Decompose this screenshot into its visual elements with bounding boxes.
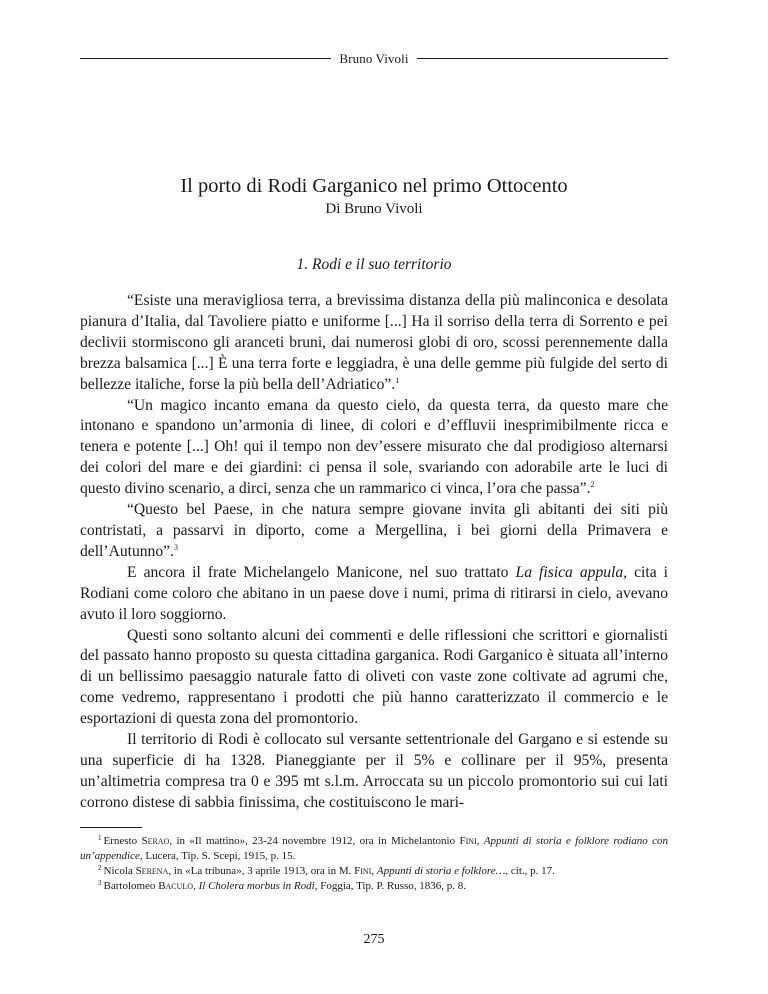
running-head-rule-left xyxy=(80,58,331,59)
section-heading: 1. Rodi e il suo territorio xyxy=(296,256,452,273)
footnote-number: 1 xyxy=(98,834,102,842)
footnote-number: 2 xyxy=(98,864,102,872)
running-head-rule-right xyxy=(417,58,668,59)
footnote-marker: 2 xyxy=(590,480,595,490)
footnote-text: Nicola xyxy=(103,865,136,877)
paragraph-text: “Esiste una meravigliosa terra, a brevissima distanza della più malinconica e desolata pianura d’Italia, dal Tavoliere piatto e uniforme [...] Ha il sorriso della terra di Sorrento e pei declivii stormiscono gli aranceti bruni, dai numerosi globi di oro, scossi perennemente dalla brezza balsamica [...] È una terra forte e leggiadra, è una delle gemme più fulgide del serto di bellezze italiche, forse la più bella dell’Adriatico”. xyxy=(80,292,668,393)
footnote-author-surname: Fini xyxy=(354,865,372,877)
paragraph-text: E ancora il frate Michelangelo Manicone, nel suo trattato xyxy=(127,563,516,581)
footnote-marker: 1 xyxy=(395,375,400,385)
footnote-book-title: Appunti di storia e folklore rodiano con un’appendice, xyxy=(80,835,669,862)
footnotes xyxy=(80,834,668,894)
book-title: La fisica appula, xyxy=(515,563,628,581)
footnote-text: cit., p. 17. xyxy=(508,865,555,877)
title-block xyxy=(80,173,668,219)
footnote-book-title: Il Cholera morbus in Rodi xyxy=(198,880,315,892)
footnote-book-title: Appunti di storia e folklore…, xyxy=(376,865,509,877)
paragraph xyxy=(80,500,668,563)
footnote-author-surname: Baculo xyxy=(158,880,194,892)
paragraph xyxy=(80,563,668,626)
article-byline: Di Bruno Vivoli xyxy=(325,201,423,217)
paragraph-text: “Un magico incanto emana da questo cielo, da questa terra, da questo mare che intonano e spandono un’armonia di linee, di colori e d’effluvii inesprimibilmente ricca e tenera e potente [...] Oh! qui il tempo non dev’essere misurato che dal prodigioso alternarsi dei colori del mare e dei giardini: ci pensa il sole, svariando con adorabile arte le luci di questo divino scenario, a dirci, senza che un rammarico ci vinca, l’ora che passa”. xyxy=(80,396,668,498)
footnote-text: , in «Il mattino», 23-24 novembre 1912, ora in Michelantonio xyxy=(169,835,460,847)
paragraph xyxy=(80,396,668,501)
paragraph-text: “Questo bel Paese, in che natura sempre giovane invita gli abitanti dei siti più contristati, a passarvi in diporto, come a Mergellina, i bei giorni della Primavera e dell’Autunno”. xyxy=(80,501,668,560)
paragraph xyxy=(80,626,668,731)
footnote-text: Bartolomeo xyxy=(103,880,159,892)
body-text xyxy=(80,291,668,814)
footnote-text: , xyxy=(476,835,484,847)
footnote-text: Lucera, Tip. S. Scepi, 1915, p. 15. xyxy=(142,850,296,862)
footnote-author-surname: Fini xyxy=(459,835,477,847)
running-head xyxy=(80,52,668,65)
footnote-text: , Foggia, Tip. P. Russo, 1836, p. 8. xyxy=(314,880,467,892)
paragraph xyxy=(80,291,668,396)
running-head-author: Bruno Vivoli xyxy=(339,51,409,66)
footnote-text: , xyxy=(193,880,199,892)
footnote xyxy=(80,879,668,894)
footnote xyxy=(80,834,668,864)
footnote xyxy=(80,864,668,879)
article-title: Il porto di Rodi Garganico nel primo Ottocento xyxy=(180,175,568,197)
footnote-author-surname: Serao xyxy=(141,835,170,847)
paragraph-text: cita i Rodiani come coloro che abitano in un paese dove i numi, prima di ritirarsi in cielo, avevano avuto il loro soggiorno. xyxy=(80,563,669,623)
footnote-separator xyxy=(80,827,142,828)
footnote-text: , in «La tribuna», 3 aprile 1913, ora in M. xyxy=(168,865,355,877)
footnote-marker: 3 xyxy=(173,542,178,552)
footnote-number: 3 xyxy=(98,879,102,887)
paragraph xyxy=(80,730,668,814)
page-number: 275 xyxy=(363,932,385,947)
footnote-text: Ernesto xyxy=(103,835,142,847)
paragraph-text: Questi sono soltanto alcuni dei commenti e delle riflessioni che scrittori e giornalisti del passato hanno proposto su questa cittadina garganica. Rodi Garganico è situata all’interno di un bellissimo paesaggio naturale fatto di oliveti con vaste zone coltivate ad agrumi che, come vedremo, rappresentano i prodotti che più hanno caratterizzato il commercio e le esportazioni di questa zona del promontorio. xyxy=(80,626,668,728)
paragraph-text: Il territorio di Rodi è collocato sul versante settentrionale del Gargano e si estende su una superficie di ha 1328. Pianeggiante per il 5% e collinare per il 95%, presenta un’altimetria compresa tra 0 e 395 mt s.l.m. Arroccata su un piccolo promontorio sui cui lati corrono distese di sabbia finissima, che costituiscono le mari- xyxy=(80,731,668,811)
footnote-author-surname: Serena xyxy=(135,865,169,877)
footnote-text: , xyxy=(371,865,377,877)
